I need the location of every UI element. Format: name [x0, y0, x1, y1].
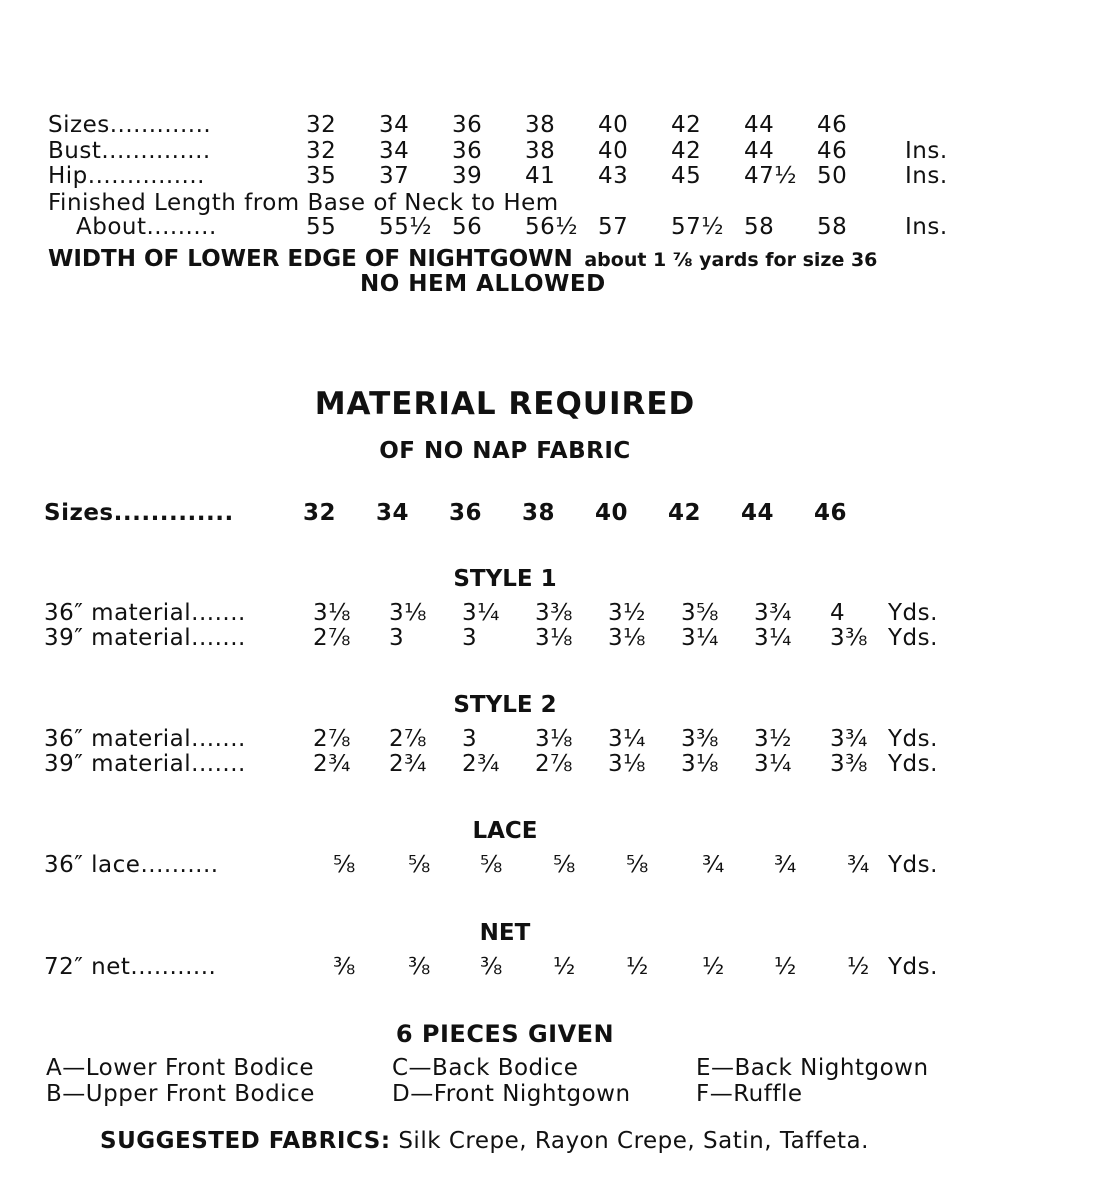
yardage-cell: 2⅞ — [313, 726, 351, 752]
row-label: 36″ lace.......... — [44, 852, 219, 878]
yardage-cell: 3⅜ — [830, 751, 868, 777]
hip-cell: 41 — [525, 163, 556, 189]
suggested-text: Silk Crepe, Rayon Crepe, Satin, Taffeta. — [398, 1128, 869, 1154]
bust-cell: 38 — [525, 138, 556, 164]
bust-cell: 32 — [306, 138, 337, 164]
about-cell: 55½ — [379, 214, 433, 240]
size-cell: 46 — [817, 112, 848, 138]
hip-cell: 35 — [306, 163, 337, 189]
yardage-cell: 3⅛ — [535, 726, 573, 752]
yardage-cell: 3⅝ — [681, 600, 719, 626]
material-subtitle: OF NO NAP FABRIC — [379, 438, 631, 464]
bust-label: Bust.............. — [48, 138, 211, 164]
row-label: 36″ material....... — [44, 600, 246, 626]
about-cell: 55 — [306, 214, 337, 240]
piece-item: B—Upper Front Bodice — [46, 1081, 315, 1107]
row-label: 36″ material....... — [44, 726, 246, 752]
yardage-cell: ¾ — [702, 852, 725, 878]
lace-row — [0, 852, 1116, 882]
no-hem-note: NO HEM ALLOWED — [360, 271, 606, 297]
yardage-cell: 2¾ — [462, 751, 500, 777]
about-cell: 58 — [744, 214, 775, 240]
hip-cell: 47½ — [744, 163, 798, 189]
material-size-cell: 32 — [303, 500, 337, 526]
yardage-cell: 2¾ — [313, 751, 351, 777]
yardage-cell: 2⅞ — [313, 625, 351, 651]
yardage-cell: 3½ — [608, 600, 646, 626]
size-cell: 34 — [379, 112, 410, 138]
yardage-cell: 3⅛ — [681, 751, 719, 777]
piece-item: C—Back Bodice — [392, 1055, 579, 1081]
hip-cell: 45 — [671, 163, 702, 189]
net-heading: NET — [479, 920, 531, 946]
hip-cell: 50 — [817, 163, 848, 189]
yardage-cell: 3 — [462, 625, 478, 651]
hip-row — [0, 163, 1116, 193]
yardage-cell: ½ — [626, 954, 649, 980]
width-note-lead: WIDTH OF LOWER EDGE OF NIGHTGOWN — [48, 246, 573, 272]
yardage-cell: ¾ — [847, 852, 870, 878]
material-size-cell: 38 — [522, 500, 556, 526]
hip-cell: 37 — [379, 163, 410, 189]
material-size-cell: 36 — [449, 500, 483, 526]
yardage-cell: 3⅛ — [535, 625, 573, 651]
yardage-cell: 3⅜ — [830, 625, 868, 651]
about-cell: 56 — [452, 214, 483, 240]
yardage-cell: 2⅞ — [535, 751, 573, 777]
hip-label: Hip............... — [48, 163, 205, 189]
bust-cell: 34 — [379, 138, 410, 164]
sizes-label: Sizes............. — [48, 112, 212, 138]
yardage-cell: 3⅛ — [389, 600, 427, 626]
yardage-cell: ⅜ — [480, 954, 503, 980]
yardage-cell: 3⅛ — [608, 751, 646, 777]
about-row — [0, 214, 1116, 244]
width-note-tail: about 1 ⅞ yards for size 36 — [584, 249, 878, 271]
yardage-cell: 3⅛ — [313, 600, 351, 626]
row-label: 39″ material....... — [44, 751, 246, 777]
yardage-cell: 3¼ — [681, 625, 719, 651]
bust-cell: 42 — [671, 138, 702, 164]
yards-unit: Yds. — [888, 600, 938, 626]
yardage-cell: ½ — [702, 954, 725, 980]
suggested-label: SUGGESTED FABRICS: — [100, 1128, 391, 1154]
row-label: 72″ net........... — [44, 954, 217, 980]
about-cell: 56½ — [525, 214, 579, 240]
bust-cell: 46 — [817, 138, 848, 164]
yardage-cell: 3¾ — [754, 600, 792, 626]
style2-heading: STYLE 2 — [453, 692, 557, 718]
bust-cell: 36 — [452, 138, 483, 164]
size-cell: 38 — [525, 112, 556, 138]
material-sizes-label: Sizes............. — [44, 500, 234, 526]
yardage-cell: 3⅜ — [681, 726, 719, 752]
piece-item: E—Back Nightgown — [696, 1055, 929, 1081]
size-cell: 32 — [306, 112, 337, 138]
about-label: About......... — [76, 214, 217, 240]
yardage-cell: ⅜ — [408, 954, 431, 980]
yardage-cell: 2⅞ — [389, 726, 427, 752]
yardage-cell: ⅝ — [333, 852, 356, 878]
about-unit: Ins. — [905, 214, 948, 240]
yardage-cell: ½ — [774, 954, 797, 980]
style2-row-39 — [0, 751, 1116, 781]
piece-item: F—Ruffle — [696, 1081, 803, 1107]
width-note — [48, 246, 877, 272]
piece-item: D—Front Nightgown — [392, 1081, 631, 1107]
hip-cell: 43 — [598, 163, 629, 189]
pieces-heading: 6 PIECES GIVEN — [395, 1020, 615, 1048]
yardage-cell: ⅝ — [553, 852, 576, 878]
yardage-cell: 3⅛ — [608, 625, 646, 651]
hip-cell: 39 — [452, 163, 483, 189]
piece-item: A—Lower Front Bodice — [46, 1055, 315, 1081]
material-size-cell: 40 — [595, 500, 629, 526]
yards-unit: Yds. — [888, 726, 938, 752]
yardage-cell: ½ — [553, 954, 576, 980]
yardage-cell: ½ — [847, 954, 870, 980]
material-size-cell: 42 — [668, 500, 702, 526]
yards-unit: Yds. — [888, 625, 938, 651]
bust-unit: Ins. — [905, 138, 948, 164]
material-title: MATERIAL REQUIRED — [314, 386, 696, 422]
size-cell: 42 — [671, 112, 702, 138]
yardage-cell: ¾ — [774, 852, 797, 878]
about-cell: 57 — [598, 214, 629, 240]
yardage-cell: 3¾ — [830, 726, 868, 752]
yards-unit: Yds. — [888, 751, 938, 777]
yardage-cell: ⅜ — [333, 954, 356, 980]
yards-unit: Yds. — [888, 954, 938, 980]
style1-heading: STYLE 1 — [453, 566, 557, 592]
yardage-cell: 3¼ — [754, 625, 792, 651]
yardage-cell: 3⅜ — [535, 600, 573, 626]
bust-cell: 40 — [598, 138, 629, 164]
row-label: 39″ material....... — [44, 625, 246, 651]
yardage-cell: 3 — [389, 625, 405, 651]
about-cell: 58 — [817, 214, 848, 240]
yardage-cell: 3½ — [754, 726, 792, 752]
yards-unit: Yds. — [888, 852, 938, 878]
size-cell: 40 — [598, 112, 629, 138]
yardage-cell: ⅝ — [408, 852, 431, 878]
material-size-cell: 34 — [376, 500, 410, 526]
suggested-fabrics — [100, 1128, 869, 1154]
yardage-cell: 3¼ — [754, 751, 792, 777]
hip-unit: Ins. — [905, 163, 948, 189]
yardage-cell: ⅝ — [626, 852, 649, 878]
lace-heading: LACE — [472, 818, 538, 844]
material-size-cell: 46 — [814, 500, 848, 526]
yardage-cell: 4 — [830, 600, 846, 626]
yardage-cell: 3 — [462, 726, 478, 752]
size-cell: 36 — [452, 112, 483, 138]
length-heading: Finished Length from Base of Neck to Hem — [48, 190, 559, 216]
yardage-cell: 3¼ — [608, 726, 646, 752]
bust-cell: 44 — [744, 138, 775, 164]
about-cell: 57½ — [671, 214, 725, 240]
yardage-cell: ⅝ — [480, 852, 503, 878]
material-sizes-row — [0, 500, 1116, 530]
net-row — [0, 954, 1116, 984]
material-size-cell: 44 — [741, 500, 775, 526]
size-cell: 44 — [744, 112, 775, 138]
yardage-cell: 3¼ — [462, 600, 500, 626]
style1-row-39 — [0, 625, 1116, 655]
yardage-cell: 2¾ — [389, 751, 427, 777]
